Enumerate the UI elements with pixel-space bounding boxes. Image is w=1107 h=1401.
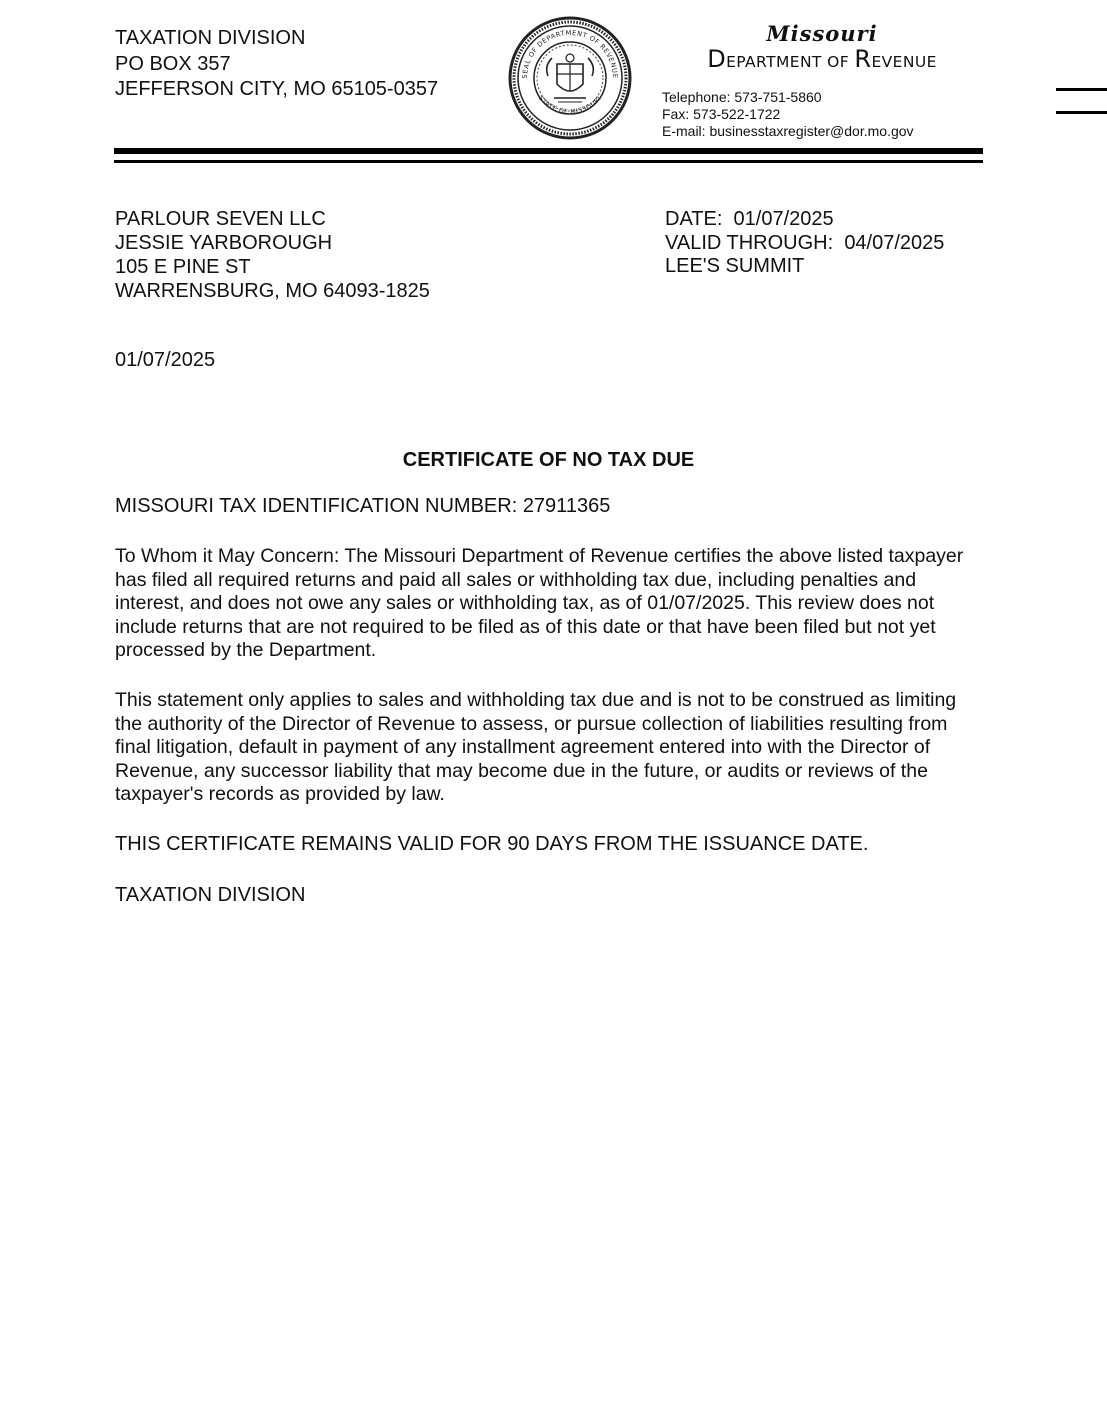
location: LEE'S SUMMIT [665, 255, 805, 277]
page-edge-mark [1056, 88, 1107, 91]
date-row: DATE: 01/07/2025 [665, 208, 834, 230]
valid-through-row: VALID THROUGH: 04/07/2025 [665, 231, 945, 254]
valid-through-value: 04/07/2025 [844, 231, 945, 254]
sender-address-line: PO BOX 357 [115, 52, 231, 75]
recipient-address [115, 207, 430, 303]
validity-statement: THIS CERTIFICATE REMAINS VALID FOR 90 DAYS FROM THE ISSUANCE DATE. [115, 833, 869, 855]
state-seal-icon [508, 16, 632, 140]
signoff: TAXATION DIVISION [115, 884, 306, 906]
page-edge-mark [1056, 111, 1107, 114]
date-value: 01/07/2025 [733, 208, 834, 230]
recipient-line: JESSIE YARBOROUGH [115, 232, 333, 254]
issue-date: 01/07/2025 [115, 349, 216, 371]
sender-address-line: TAXATION DIVISION [115, 27, 306, 49]
email-line: E-mail: businesstaxregister@dor.mo.gov [662, 123, 914, 139]
sender-address-line: JEFFERSON CITY, MO 65105-0357 [115, 78, 439, 100]
tax-id-line: MISSOURI TAX IDENTIFICATION NUMBER: 27911365 [115, 495, 611, 517]
recipient-line: PARLOUR SEVEN LLC [115, 208, 326, 230]
svg-text:SEAL OF DEPARTMENT OF REVENUE: SEAL OF DEPARTMENT OF REVENUE [520, 28, 620, 79]
telephone-line: Telephone: 573-751-5860 [662, 89, 822, 105]
certificate-meta [665, 208, 944, 279]
header-divider-thick [114, 148, 983, 154]
department-name: DEPARTMENT OF REVENUE [707, 45, 937, 73]
recipient-line: 105 E PINE ST [115, 256, 251, 278]
header-divider-thin [114, 160, 983, 163]
fax-line: Fax: 573-522-1722 [662, 106, 781, 122]
certificate-title: CERTIFICATE OF NO TAX DUE [402, 449, 695, 471]
sender-address [115, 26, 438, 103]
recipient-line: WARRENSBURG, MO 64093-1825 [115, 280, 430, 302]
svg-text:STATE OF MISSOURI: STATE OF MISSOURI [537, 94, 603, 116]
contact-info [662, 89, 914, 140]
department-logo [672, 22, 972, 75]
limitation-paragraph: This statement only applies to sales and withholding tax due and is not to be construed as limiting the authority of the Director of Revenue to assess, or pursue collection of liabilities resulting from final litigation, default in payment of any installment agreement entered into with the Director of Revenue, any successor liability that may become due in the future, or audits or reviews of the taxpayer's records as provided by law. [115, 689, 957, 806]
brand-script-wordmark: Missouri [766, 21, 878, 46]
certification-paragraph: To Whom it May Concern: The Missouri Department of Revenue certifies the above listed taxpayer has filed all required returns and paid all sales or withholding tax due, including penalties and interest, and does not owe any sales or withholding tax, as of 01/07/2025. This review does not include returns that are not required to be filed as of this date or that have been filed but not yet processed by the Department. [115, 545, 964, 662]
tax-id-value: 27911365 [522, 495, 611, 517]
